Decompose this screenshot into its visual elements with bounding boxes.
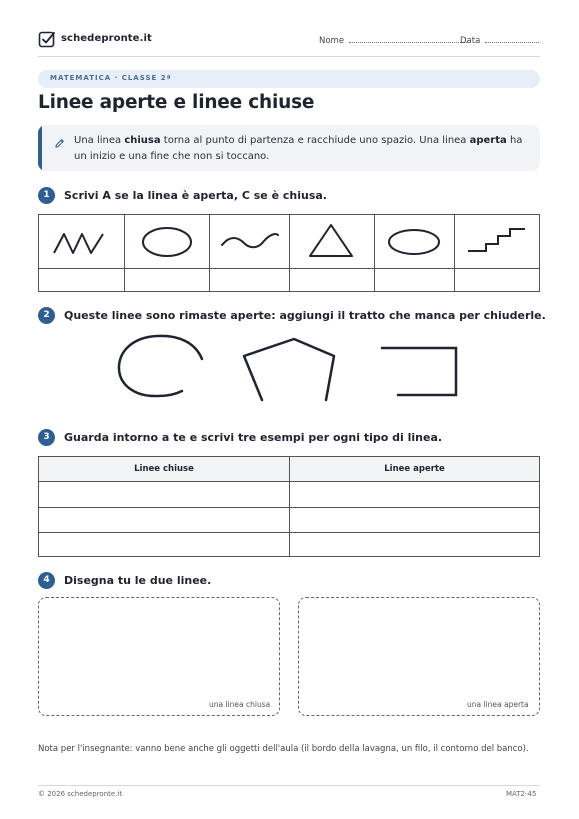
draw-closed-line-box[interactable] [38, 597, 280, 716]
draw-box-label: una linea chiusa [209, 700, 271, 709]
definition-text-1: Una linea [74, 135, 125, 146]
exercise-number-badge: 2 [38, 307, 55, 324]
checkbox-logo-icon [38, 30, 56, 48]
exercise-number-badge: 4 [38, 572, 55, 589]
draw-box-label: una linea aperta [467, 700, 529, 709]
footer-divider [38, 785, 540, 786]
closed-example-cell[interactable] [39, 482, 289, 507]
open-example-cell[interactable] [290, 482, 539, 507]
closed-example-cell[interactable] [39, 533, 289, 556]
oval-cell [125, 215, 209, 268]
answer-cell[interactable] [125, 269, 209, 292]
definition-text-3: ha un inizio e una fine che non si toccano. [74, 135, 523, 162]
closed-example-cell[interactable] [39, 508, 289, 532]
ellipse-icon [375, 215, 454, 268]
draw-open-line-box[interactable] [298, 597, 540, 716]
answer-cell[interactable] [290, 269, 374, 292]
exercise-instruction: Scrivi A se la linea è aperta, C se è chiusa. [64, 189, 327, 202]
definition-text-2: torna al punto di partenza e racchiude uno spazio. Una linea [160, 135, 470, 146]
exercise-number-badge: 3 [38, 429, 55, 446]
name-field[interactable] [319, 35, 467, 46]
open-circle-icon [110, 330, 215, 402]
subject-label: MATEMATICA · CLASSE 2ª [50, 74, 172, 82]
date-field[interactable] [460, 35, 539, 46]
open-lines-header: Linee aperte [384, 464, 445, 474]
zigzag-line-icon [39, 215, 124, 268]
ellipse-cell [375, 215, 454, 268]
open-pentagon-icon [232, 330, 344, 405]
worksheet-code: MAT2-45 [506, 790, 537, 798]
closed-lines-header: Linee chiuse [134, 464, 194, 474]
date-label: Data [460, 36, 481, 46]
definition-box [38, 125, 540, 171]
triangle-icon [290, 215, 374, 268]
open-example-cell[interactable] [290, 533, 539, 556]
wavy-line-cell [210, 215, 289, 268]
open-example-cell[interactable] [290, 508, 539, 532]
wavy-line-icon [210, 215, 289, 268]
brand-name: schedepronte.it [61, 33, 152, 44]
staircase-line-icon [455, 215, 539, 268]
definition-bold-open: aperta [469, 135, 507, 146]
answer-cell[interactable] [375, 269, 454, 292]
answer-cell[interactable] [39, 269, 124, 292]
pencil-icon [54, 138, 65, 149]
page-title: Linee aperte e linee chiuse [38, 92, 315, 113]
name-label: Nome [319, 36, 345, 46]
triangle-cell [290, 215, 374, 268]
answer-cell[interactable] [210, 269, 289, 292]
exercise-instruction: Disegna tu le due linee. [64, 574, 212, 587]
definition-accent-bar [38, 125, 42, 171]
line-classification-table [38, 214, 540, 292]
exercise-instruction: Guarda intorno a te e scrivi tre esempi per ogni tipo di linea. [64, 431, 443, 444]
date-line[interactable] [485, 35, 539, 43]
teacher-note: Nota per l'insegnante: vanno bene anche gli oggetti dell'aula (il bordo della lavagna, un filo, il contorno del banco). [38, 744, 529, 754]
open-rectangle-icon [374, 340, 464, 400]
definition-text [74, 133, 529, 165]
answer-cell[interactable] [455, 269, 539, 292]
oval-icon [125, 215, 209, 268]
name-line[interactable] [349, 35, 467, 43]
copyright: © 2026 schedepronte.it [38, 790, 123, 798]
definition-bold-closed: chiusa [124, 135, 161, 146]
exercise-number-badge: 1 [38, 187, 55, 204]
staircase-line-cell [455, 215, 539, 268]
exercise-instruction: Queste linee sono rimaste aperte: aggiungi il tratto che manca per chiuderle. [64, 309, 546, 322]
zigzag-line-cell [39, 215, 124, 268]
header-divider [38, 56, 540, 57]
examples-table [38, 456, 540, 557]
